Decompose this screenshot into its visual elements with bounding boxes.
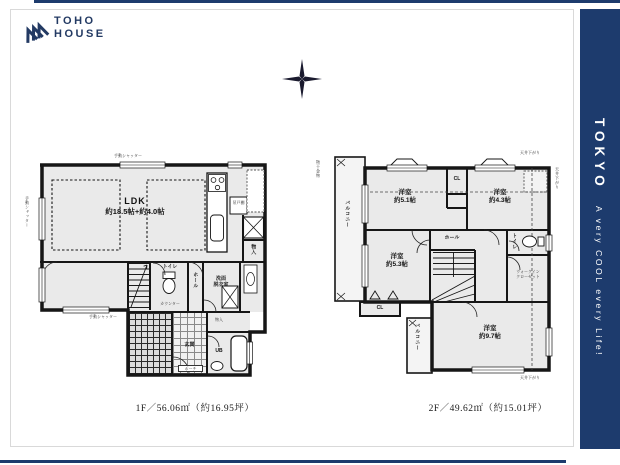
floorplan-1f [25,153,270,382]
label-entrance: 玄関 [184,342,195,348]
room1-name: 洋室 [398,189,412,196]
label-ceiling-drop-right: 天井下がり [555,167,560,190]
room3-name: 洋室 [390,253,404,260]
side-banner-title: TOKYO [592,118,607,191]
label-ceiling-drop-bottom: 天井下がり [520,375,540,380]
label-ceiling-drop-top: 天井下がり [520,150,540,155]
washroom-line2: 脱衣室 [213,282,229,289]
ldk-size: 約18.5帖+約4.0帖 [105,207,165,217]
label-hall-1f: ホール [192,272,199,289]
label-toilet-1f: トイレ [162,264,178,270]
wic-line2: クローゼット [516,274,540,279]
room2-size: 約4.3帖 [488,197,512,205]
top-border-line [34,0,620,3]
logo-line2: HOUSE [54,27,106,40]
label-hall-2f: ホール [444,235,460,241]
room4-size: 約9.7帖 [478,333,502,341]
caption-2f: 2F／49.62㎡（約15.01坪） [428,404,548,414]
label-closet-top: CL [453,176,461,182]
caption-1f: 1F／56.06㎡（約16.95坪） [135,404,255,414]
label-bath: UB [215,348,223,354]
label-toilet-counter: カウンター [160,301,180,306]
room2-name: 洋室 [493,189,507,196]
washroom-line1: 洗面 [215,276,226,282]
side-banner-tagline: A very COOL every Life! [594,206,604,358]
floorplan-2f [312,145,560,385]
label-shutter-bottom: 手動シャッター [89,314,117,319]
wic-line1: ウォークイン [516,269,540,274]
label-washroom [205,276,237,289]
label-storage-kitchen: 物入 [250,244,257,255]
toho-chevron-icon [20,14,54,48]
label-closet-bottom: CL [376,305,384,311]
label-porch: ポーチ [178,365,203,372]
label-rail: 物干金物 [316,160,321,178]
room-label-ldk [75,196,195,217]
room1-size: 約5.1帖 [393,197,417,205]
label-toilet-2f: トイレ [511,233,518,250]
compass-icon [281,58,323,100]
label-cupboard: 吊戸棚 [232,200,245,205]
room-label-2f-3 [367,253,427,269]
label-shutter-left: 手動シャッター [25,196,30,228]
bottom-border-line [0,460,566,463]
room3-size: 約5.3帖 [385,261,409,269]
label-shutter-top: 手動シャッター [114,153,142,158]
logo-text [54,15,106,40]
room-label-2f-2 [470,189,530,205]
ldk-name: LDK [124,196,146,206]
label-storage-bath: 物入 [215,317,223,322]
logo-line1: TOHO [54,15,96,27]
label-wic [508,269,548,279]
room-label-2f-4 [460,325,520,341]
f1-linework [35,160,270,382]
label-balcony-left: バルコニー [344,200,351,228]
room4-name: 洋室 [483,325,497,332]
room-label-2f-1 [375,189,435,205]
f2-linework [312,145,557,385]
label-balcony-bottom: バルコニー [414,323,421,351]
